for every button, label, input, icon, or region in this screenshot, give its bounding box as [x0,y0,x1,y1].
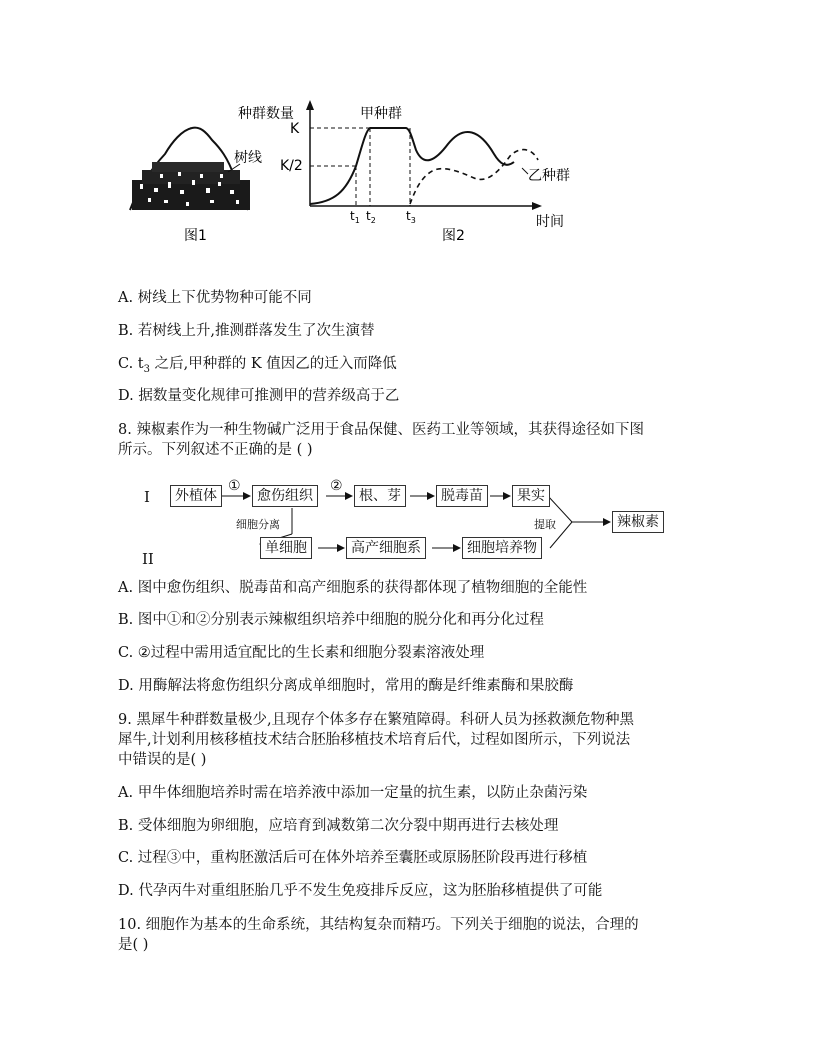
series-b-curve [410,150,538,204]
q8-stem [118,420,708,460]
x-tick-t1-text: 1 [354,216,360,225]
node-virus-free: 脱毒苗 [436,485,488,507]
tree-line-label: 树线 [234,150,262,166]
q9-stem [118,710,708,770]
option-text: 代孕丙牛对重组胚胎几乎不发生免疫排斥反应，这为胚胎移植提供了可能 [138,883,603,899]
figure-2 [238,98,578,248]
q7-option-a [118,288,312,308]
q9-option-d [118,881,602,901]
q9-option-c [118,848,587,868]
y-tick-k: K [290,121,300,137]
q8-option-b [118,610,544,630]
extract-label: 提取 [534,518,556,531]
q9-stem-line-2: 犀牛,计划利用核移植技术结合胚胎移植技术培育后代，过程如图所示，下列说法 [118,732,631,748]
option-label: C. [118,645,134,661]
option-label: B. [118,323,134,339]
option-var: t [137,356,144,372]
option-text: 甲牛体细胞培养时需在培养液中添加一定量的抗生素，以防止杂菌污染 [137,785,588,801]
option-label: B. [118,612,134,628]
series-b-label: 乙种群 [528,168,570,184]
separate-label: 细胞分离 [236,518,280,531]
series-a-label: 甲种群 [360,106,402,122]
q8-option-c [118,643,484,663]
node-single-cell: 单细胞 [260,537,312,559]
x-tick-t2: $t_2$ [366,209,376,225]
option-label: C. [118,356,134,372]
figure-1-caption: 图1 [184,228,207,244]
option-text: 图中愈伤组织、脱毒苗和高产细胞系的获得都体现了植物细胞的全能性 [137,580,588,596]
q10-stem-line-2: 是( ) [118,937,149,953]
option-text: 过程③中，重构胚激活后可在体外培养至囊胚或原肠胚阶段再进行移植 [137,850,588,866]
option-text: 据数量变化规律可推测甲的营养级高于乙 [138,388,400,404]
y-axis-label: 种群数量 [238,106,294,122]
option-label: A. [118,290,134,306]
y-axis-arrow [306,100,314,110]
x-tick-t1: $t_1$ [350,209,360,225]
x-tick-t2-text: 2 [370,216,376,225]
q8-flow-diagram [140,478,700,574]
figure-2-caption: 图2 [442,228,465,244]
step-2-label: ② [330,478,343,494]
q10-stem-line-1: 10. 细胞作为基本的生命系统，其结构复杂而精巧。下列关于细胞的说法，合理的 [118,917,639,933]
q8-stem-line-1: 8. 辣椒素作为一种生物碱广泛用于食品保健、医药工业等领域，其获得途径如下图 [118,422,644,438]
row-2-label: II [142,550,154,568]
q7-option-c [118,354,397,380]
y-tick-k-half: K/2 [280,158,303,174]
step-1-label: ① [228,478,241,494]
q9-stem-line-1: 9. 黑犀牛种群数量极少,且现存个体多存在繁殖障碍。科研人员为拯救濒危物种黑 [118,712,635,728]
q8-stem-line-2: 所示。下列叙述不正确的是 ( ) [118,442,313,458]
option-text: 用酶解法将愈伤组织分离成单细胞时，常用的酶是纤维素酶和果胶酶 [138,678,574,694]
x-axis-label: 时间 [536,214,564,230]
node-culture: 细胞培养物 [462,537,542,559]
option-text: 受体细胞为卵细胞，应培育到减数第二次分裂中期再进行去核处理 [137,818,559,834]
q7-option-d [118,386,399,406]
option-label: D. [118,388,134,404]
x-axis-arrow [532,202,542,210]
option-label: D. [118,678,134,694]
node-capsaicin: 辣椒素 [612,511,664,533]
x-tick-t3-text: 3 [410,216,416,225]
q9-option-b [118,816,558,836]
option-text: 若树线上升,推测群落发生了次生演替 [137,323,375,339]
option-label: D. [118,883,134,899]
option-text: 之后,甲种群的 K 值因乙的迁入而降低 [154,356,397,372]
q8-option-a [118,578,587,598]
node-fruit: 果实 [512,485,550,507]
q9-stem-line-3: 中错误的是( ) [118,752,207,768]
option-sub: 3 [143,363,150,375]
node-callus: 愈伤组织 [252,485,318,507]
option-text: 树线上下优势物种可能不同 [137,290,312,306]
option-label: A. [118,785,134,801]
row-1-label: I [144,488,150,506]
node-root-bud: 根、芽 [354,485,406,507]
option-label: A. [118,580,134,596]
node-high-yield: 高产细胞系 [346,537,426,559]
option-text: ②过程中需用适宜配比的生长素和细胞分裂素溶液处理 [137,645,485,661]
node-explant: 外植体 [170,485,222,507]
option-text: 图中①和②分别表示辣椒组织培养中细胞的脱分化和再分化过程 [137,612,544,628]
q7-option-b [118,321,374,341]
option-label: B. [118,818,134,834]
population-chart [238,98,578,248]
q9-option-a [118,783,587,803]
x-tick-t3: $t_3$ [406,209,416,225]
option-label: C. [118,850,134,866]
q8-option-d [118,676,573,696]
q10-stem [118,915,708,955]
